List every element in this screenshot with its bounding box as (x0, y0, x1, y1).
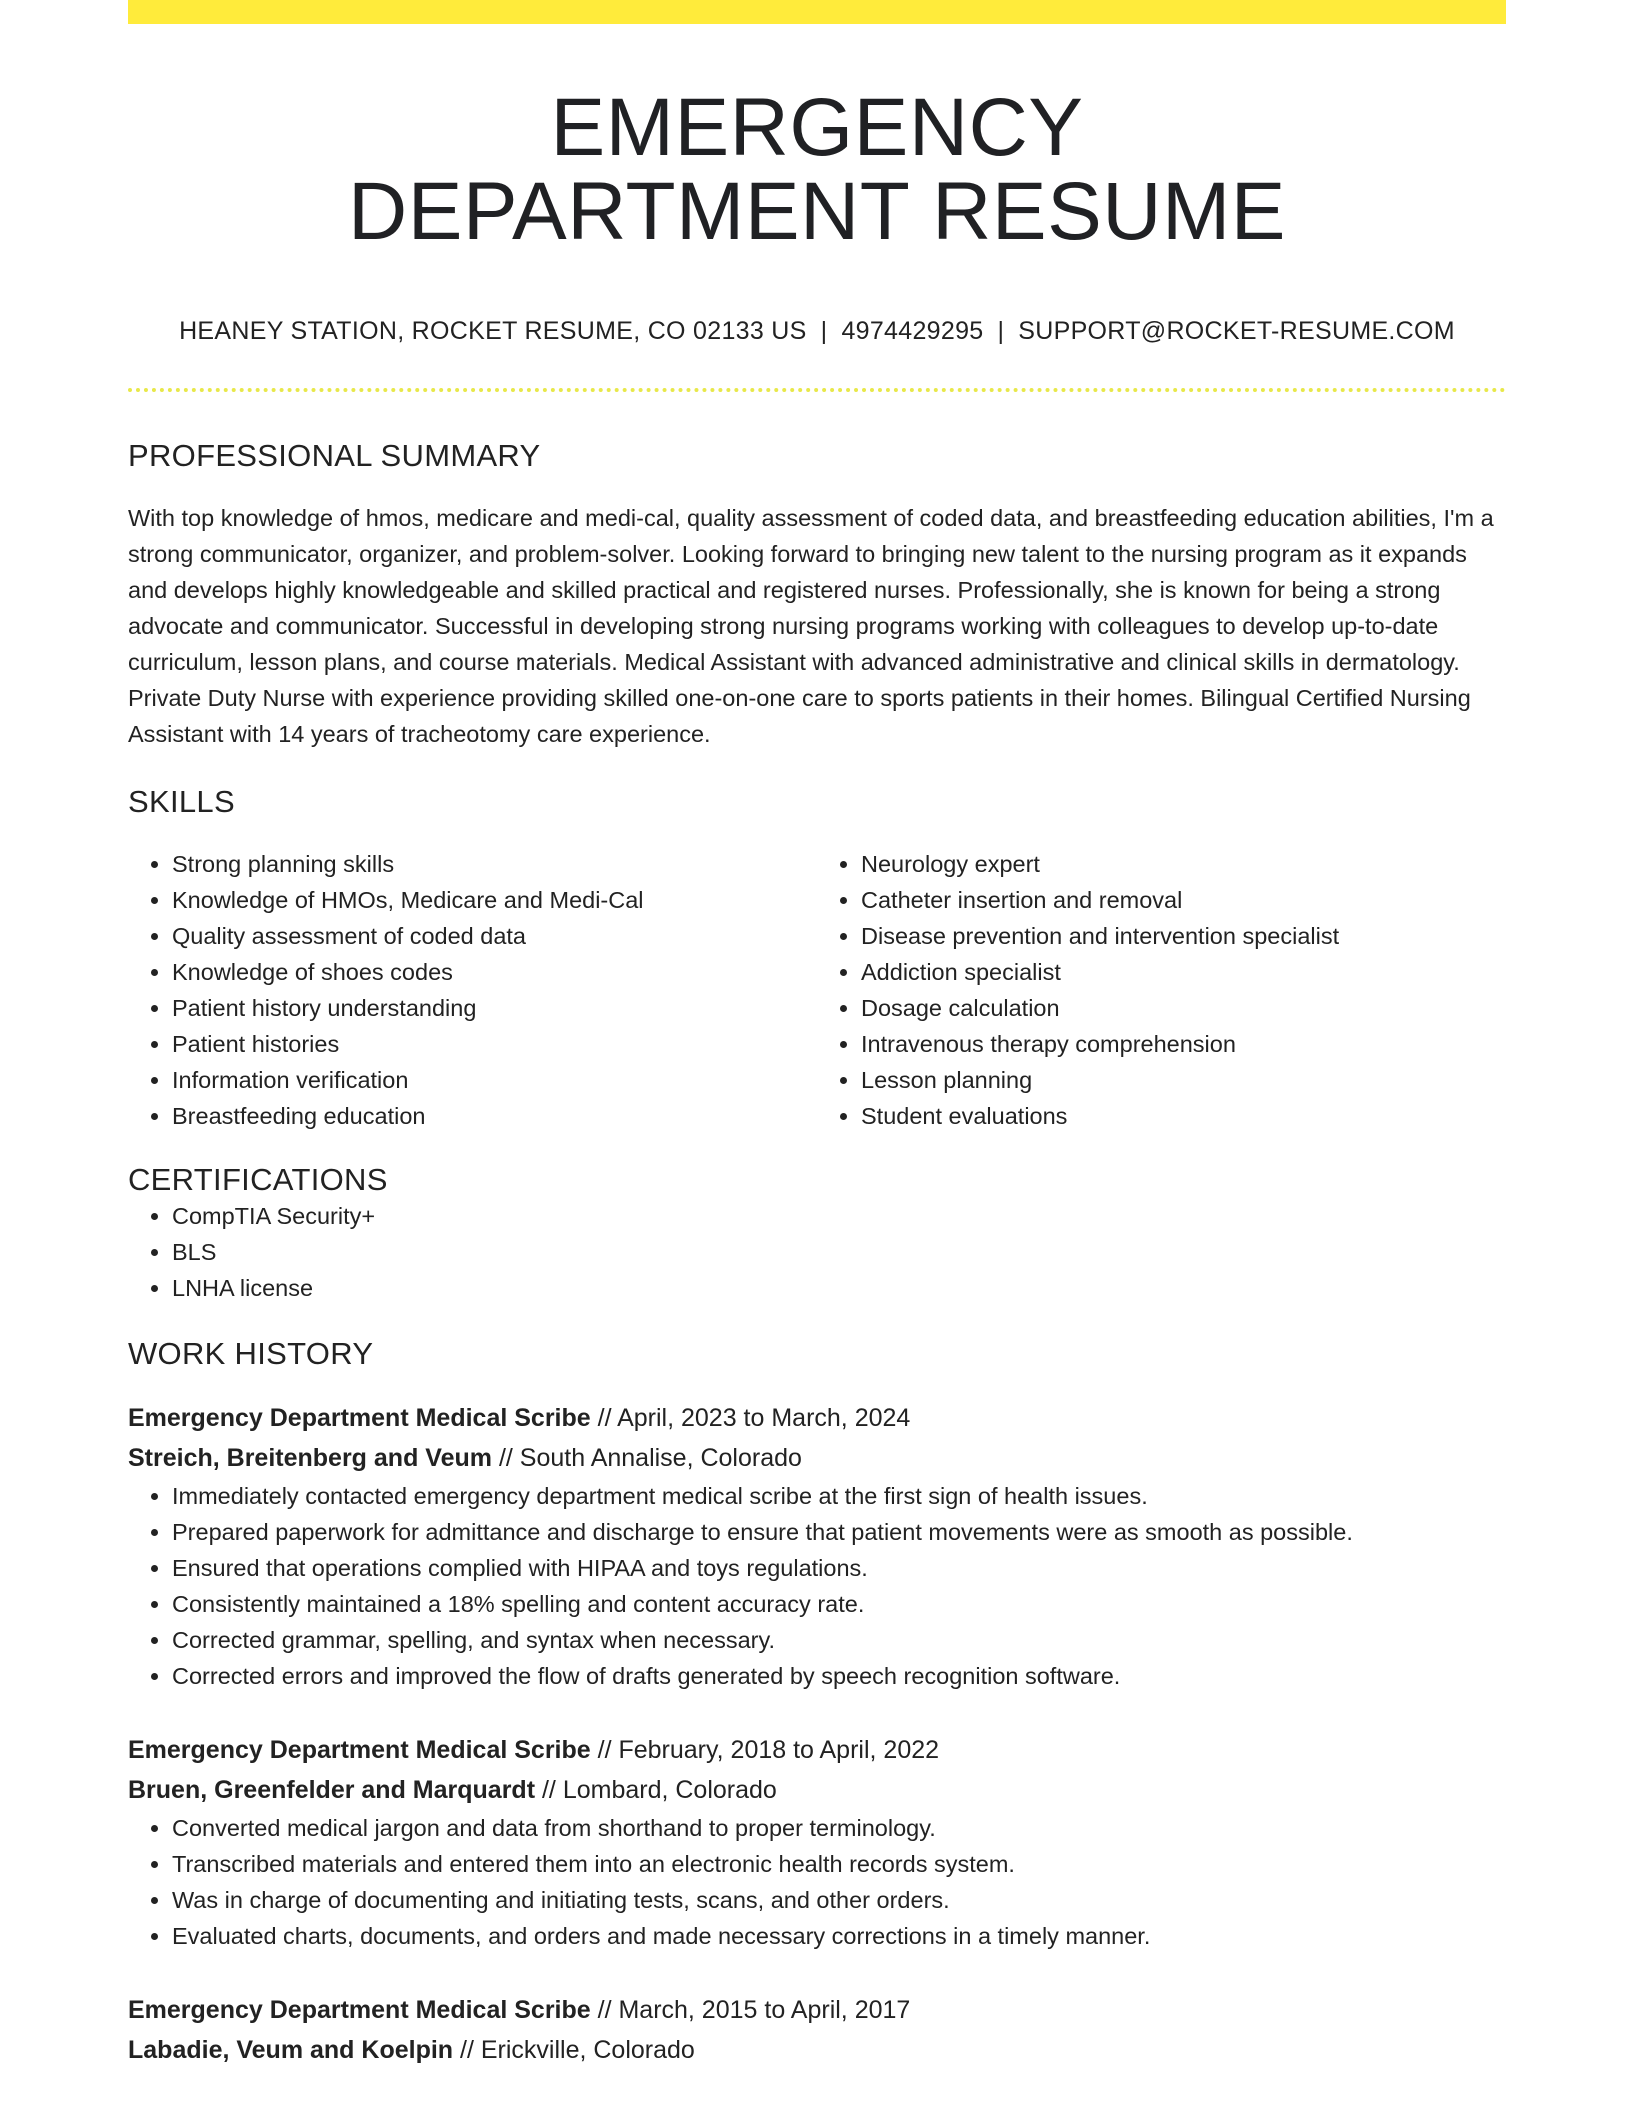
contact-separator: | (820, 317, 828, 345)
job-entry (128, 1730, 1506, 1954)
skill-item: • Patient histories (172, 1026, 817, 1062)
title-line-1: EMERGENCY (550, 82, 1084, 173)
job-dates: // February, 2018 to April, 2022 (597, 1736, 940, 1764)
job-duty: • Corrected errors and improved the flow of drafts generated by speech recognition software. (172, 1658, 1506, 1694)
job-duty: • Immediately contacted emergency department medical scribe at the first sign of health issues. (172, 1478, 1506, 1514)
job-duties-list (128, 1810, 1506, 1954)
job-title: Emergency Department Medical Scribe (128, 1736, 591, 1764)
skill-item: • Knowledge of shoes codes (172, 954, 817, 990)
contact-info (128, 316, 1506, 346)
resume-title (128, 82, 1506, 257)
job-company: Labadie, Veum and Koelpin (128, 2036, 454, 2064)
job-duty: • Prepared paperwork for admittance and discharge to ensure that patient movements were as smooth as possible. (172, 1514, 1506, 1550)
job-duty: • Transcribed materials and entered them into an electronic health records system. (172, 1846, 1506, 1882)
skills-list-right (817, 846, 1506, 1134)
skill-item: • Strong planning skills (172, 846, 817, 882)
skill-item: • Knowledge of HMOs, Medicare and Medi-Cal (172, 882, 817, 918)
resume-page (128, 0, 1506, 2070)
skill-item: • Dosage calculation (861, 990, 1506, 1026)
summary-text: With top knowledge of hmos, medicare and medi-cal, quality assessment of coded data, and breastfeeding education abilities, I'm a strong communicator, organizer, and problem-solver. Looking forward to bringing new talent to the nursing program as it expands and develops highly knowledgeable and skilled practical and registered nurses. Professionally, she is known for being a strong advocate and communicator. Successful in developing strong nursing programs working with colleagues to develop up-to-date curriculum, lesson plans, and course materials. Medical Assistant with advanced administrative and clinical skills in dermatology. Private Duty Nurse with experience providing skilled one-on-one care to sports patients in their homes. Bilingual Certified Nursing Assistant with 14 years of tracheotomy care experience. (128, 505, 1494, 747)
certifications-list (128, 1198, 1506, 1306)
contact-email: SUPPORT@ROCKET-RESUME.COM (1018, 317, 1455, 345)
contact-address: HEANEY STATION, ROCKET RESUME, CO 02133 US (179, 317, 807, 345)
job-duty: • Ensured that operations complied with HIPAA and toys regulations. (172, 1550, 1506, 1586)
job-dates: // April, 2023 to March, 2024 (597, 1404, 911, 1432)
skill-item: • Addiction specialist (861, 954, 1506, 990)
certification-item: • CompTIA Security+ (172, 1198, 1506, 1234)
summary-heading: PROFESSIONAL SUMMARY (128, 438, 541, 473)
job-title-line (128, 1398, 1506, 1438)
skill-item: • Catheter insertion and removal (861, 882, 1506, 918)
job-duty: • Consistently maintained a 18% spelling and content accuracy rate. (172, 1586, 1506, 1622)
job-company: Bruen, Greenfelder and Marquardt (128, 1776, 536, 1804)
dotted-divider (128, 388, 1506, 392)
job-title: Emergency Department Medical Scribe (128, 1404, 591, 1432)
job-duty: • Converted medical jargon and data from shorthand to proper terminology. (172, 1810, 1506, 1846)
work-history-heading: WORK HISTORY (128, 1336, 374, 1371)
skill-item: • Neurology expert (861, 846, 1506, 882)
job-duties-list (128, 1478, 1506, 1694)
skill-item: • Intravenous therapy comprehension (861, 1026, 1506, 1062)
contact-separator: | (997, 317, 1005, 345)
skill-item: • Student evaluations (861, 1098, 1506, 1134)
skill-item: • Quality assessment of coded data (172, 918, 817, 954)
accent-top-bar (128, 0, 1506, 24)
job-company: Streich, Breitenberg and Veum (128, 1444, 492, 1472)
job-title-line (128, 1990, 1506, 2030)
job-title-line (128, 1730, 1506, 1770)
certifications-heading: CERTIFICATIONS (128, 1162, 388, 1197)
skill-item: • Lesson planning (861, 1062, 1506, 1098)
skills-columns (128, 846, 1506, 1134)
job-duty: • Was in charge of documenting and initiating tests, scans, and other orders. (172, 1882, 1506, 1918)
job-company-line (128, 1438, 1506, 1478)
skill-item: • Breastfeeding education (172, 1098, 817, 1134)
job-duty: • Corrected grammar, spelling, and syntax when necessary. (172, 1622, 1506, 1658)
job-dates: // March, 2015 to April, 2017 (597, 1996, 911, 2024)
job-entry (128, 1398, 1506, 1694)
certification-item: • LNHA license (172, 1270, 1506, 1306)
job-duty: • Evaluated charts, documents, and orders and made necessary corrections in a timely manner. (172, 1918, 1506, 1954)
job-location: // South Annalise, Colorado (498, 1444, 802, 1472)
skills-heading: SKILLS (128, 784, 235, 819)
job-company-line (128, 2030, 1506, 2070)
skill-item: • Disease prevention and intervention specialist (861, 918, 1506, 954)
title-line-2: DEPARTMENT RESUME (348, 166, 1286, 257)
job-location: // Erickville, Colorado (460, 2036, 695, 2064)
job-company-line (128, 1770, 1506, 1810)
job-entry (128, 1990, 1506, 2070)
skills-list-left (128, 846, 817, 1134)
skill-item: • Information verification (172, 1062, 817, 1098)
skill-item: • Patient history understanding (172, 990, 817, 1026)
job-title: Emergency Department Medical Scribe (128, 1996, 591, 2024)
contact-phone: 4974429295 (841, 317, 984, 345)
job-location: // Lombard, Colorado (541, 1776, 777, 1804)
certification-item: • BLS (172, 1234, 1506, 1270)
